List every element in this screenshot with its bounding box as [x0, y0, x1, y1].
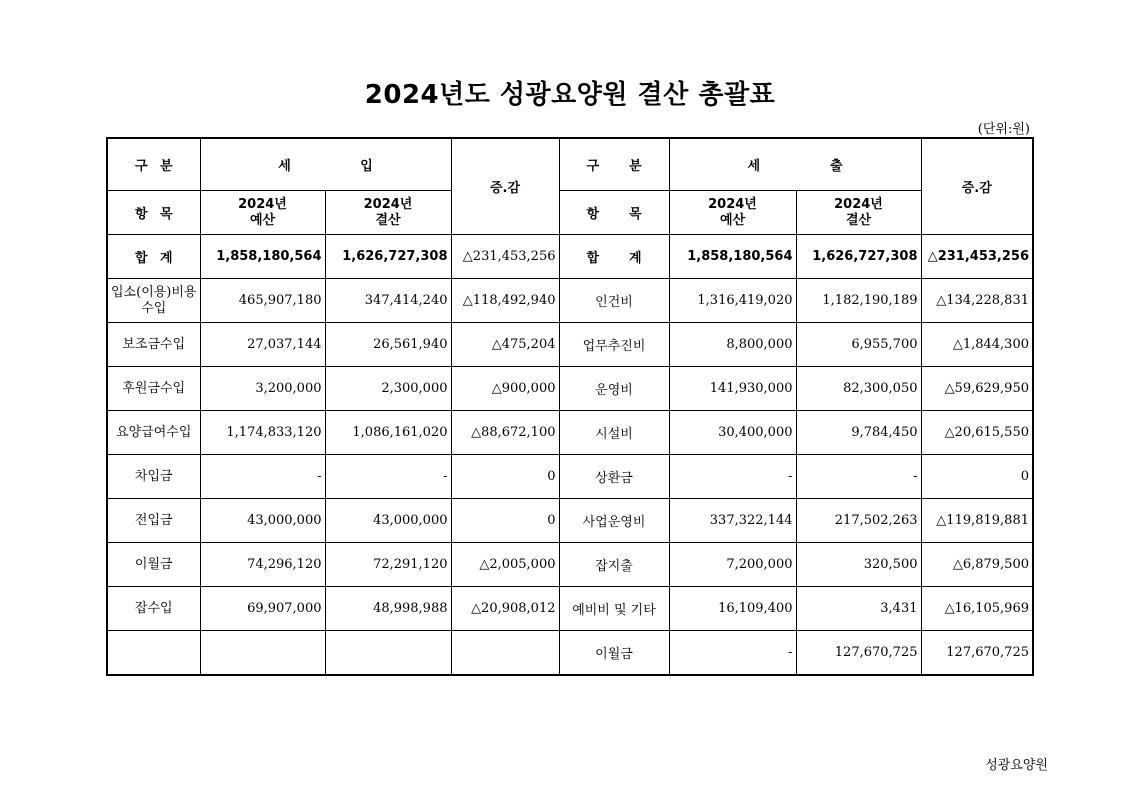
- total-income-budget: 1,858,180,564: [200, 235, 325, 279]
- expense-item-label: 사업운영비: [559, 499, 669, 543]
- income-budget-value: 69,907,000: [200, 587, 325, 631]
- income-item-label: 요양급여수입: [107, 411, 200, 455]
- income-change-value: △900,000: [451, 367, 559, 411]
- income-change-value: △20,908,012: [451, 587, 559, 631]
- income-settle-header: 2024년 결산: [325, 191, 451, 235]
- table-row: [107, 323, 1033, 367]
- expense-header: 세 출: [669, 138, 921, 191]
- total-income-change: △231,453,256: [451, 235, 559, 279]
- expense-item-label: 인건비: [559, 279, 669, 323]
- table-row: [107, 367, 1033, 411]
- expense-settle-header: 2024년 결산: [796, 191, 921, 235]
- income-item-label: 입소(이용)비용수입: [107, 279, 200, 323]
- table-row: [107, 543, 1033, 587]
- expense-budget-value: 16,109,400: [669, 587, 796, 631]
- expense-change-value: △119,819,881: [921, 499, 1033, 543]
- expense-budget-value: 141,930,000: [669, 367, 796, 411]
- expense-item-label: 잡지출: [559, 543, 669, 587]
- income-budget-value: 465,907,180: [200, 279, 325, 323]
- total-row: [107, 235, 1033, 279]
- income-change-value: [451, 631, 559, 676]
- income-item-label: [107, 631, 200, 676]
- income-item-label: 후원금수입: [107, 367, 200, 411]
- expense-settle-value: 217,502,263: [796, 499, 921, 543]
- income-change-value: △475,204: [451, 323, 559, 367]
- income-budget-value: 74,296,120: [200, 543, 325, 587]
- gubun-right-header: 구 분: [559, 138, 669, 191]
- expense-settle-value: 82,300,050: [796, 367, 921, 411]
- settlement-table: [106, 137, 1034, 676]
- header-row-1: [107, 138, 1033, 191]
- income-item-label: 보조금수입: [107, 323, 200, 367]
- income-settle-value: 48,998,988: [325, 587, 451, 631]
- expense-change-value: 127,670,725: [921, 631, 1033, 676]
- total-income-settle: 1,626,727,308: [325, 235, 451, 279]
- expense-change-value: 0: [921, 455, 1033, 499]
- income-change-header: 증.감: [451, 138, 559, 235]
- income-settle-value: 43,000,000: [325, 499, 451, 543]
- unit-label: (단위:원): [977, 122, 1030, 137]
- expense-budget-value: -: [669, 631, 796, 676]
- table-row: [107, 587, 1033, 631]
- expense-settle-value: -: [796, 455, 921, 499]
- expense-item-label: 이월금: [559, 631, 669, 676]
- table-row: [107, 455, 1033, 499]
- page-title: 2024년도 성광요양원 결산 총괄표: [364, 80, 776, 110]
- income-settle-value: 26,561,940: [325, 323, 451, 367]
- gubun-left-header: 구 분: [107, 138, 200, 191]
- income-item-label: 잡수입: [107, 587, 200, 631]
- income-change-value: △2,005,000: [451, 543, 559, 587]
- footer-org-name: 성광요양원: [985, 758, 1048, 773]
- expense-budget-value: 1,316,419,020: [669, 279, 796, 323]
- income-settle-value: 347,414,240: [325, 279, 451, 323]
- total-expense-settle: 1,626,727,308: [796, 235, 921, 279]
- total-expense-budget: 1,858,180,564: [669, 235, 796, 279]
- income-budget-value: 43,000,000: [200, 499, 325, 543]
- income-settle-value: [325, 631, 451, 676]
- expense-change-value: △6,879,500: [921, 543, 1033, 587]
- expense-settle-value: 3,431: [796, 587, 921, 631]
- expense-settle-value: 1,182,190,189: [796, 279, 921, 323]
- expense-item-label: 업무추진비: [559, 323, 669, 367]
- expense-item-label: 운영비: [559, 367, 669, 411]
- expense-budget-value: 8,800,000: [669, 323, 796, 367]
- income-item-label: 전입금: [107, 499, 200, 543]
- income-item-label: 이월금: [107, 543, 200, 587]
- income-budget-value: 27,037,144: [200, 323, 325, 367]
- expense-change-value: △1,844,300: [921, 323, 1033, 367]
- expense-change-header: 증.감: [921, 138, 1033, 235]
- income-settle-value: -: [325, 455, 451, 499]
- expense-budget-header: 2024년 예산: [669, 191, 796, 235]
- expense-budget-value: 7,200,000: [669, 543, 796, 587]
- income-budget-value: 1,174,833,120: [200, 411, 325, 455]
- table-row: [107, 411, 1033, 455]
- expense-change-value: △134,228,831: [921, 279, 1033, 323]
- expense-settle-value: 320,500: [796, 543, 921, 587]
- expense-change-value: △20,615,550: [921, 411, 1033, 455]
- income-settle-value: 72,291,120: [325, 543, 451, 587]
- income-change-value: △88,672,100: [451, 411, 559, 455]
- expense-budget-value: 337,322,144: [669, 499, 796, 543]
- income-change-value: 0: [451, 499, 559, 543]
- header-row-2: [107, 191, 1033, 235]
- expense-change-value: △16,105,969: [921, 587, 1033, 631]
- expense-settle-value: 127,670,725: [796, 631, 921, 676]
- expense-item-label: 상환금: [559, 455, 669, 499]
- total-label-right: 합 계: [559, 235, 669, 279]
- table-row: [107, 499, 1033, 543]
- income-settle-value: 2,300,000: [325, 367, 451, 411]
- table-row: [107, 279, 1033, 323]
- hangmok-right-header: 항 목: [559, 191, 669, 235]
- expense-budget-value: 30,400,000: [669, 411, 796, 455]
- table-row: [107, 631, 1033, 676]
- expense-change-value: △59,629,950: [921, 367, 1033, 411]
- income-header: 세 입: [200, 138, 451, 191]
- expense-settle-value: 9,784,450: [796, 411, 921, 455]
- income-budget-value: [200, 631, 325, 676]
- income-budget-value: 3,200,000: [200, 367, 325, 411]
- income-budget-header: 2024년 예산: [200, 191, 325, 235]
- hangmok-left-header: 항 목: [107, 191, 200, 235]
- income-change-value: △118,492,940: [451, 279, 559, 323]
- income-change-value: 0: [451, 455, 559, 499]
- expense-item-label: 시설비: [559, 411, 669, 455]
- income-item-label: 차입금: [107, 455, 200, 499]
- income-budget-value: -: [200, 455, 325, 499]
- total-expense-change: △231,453,256: [921, 235, 1033, 279]
- expense-budget-value: -: [669, 455, 796, 499]
- expense-item-label: 예비비 및 기타: [559, 587, 669, 631]
- income-settle-value: 1,086,161,020: [325, 411, 451, 455]
- total-label-left: 합 계: [107, 235, 200, 279]
- expense-settle-value: 6,955,700: [796, 323, 921, 367]
